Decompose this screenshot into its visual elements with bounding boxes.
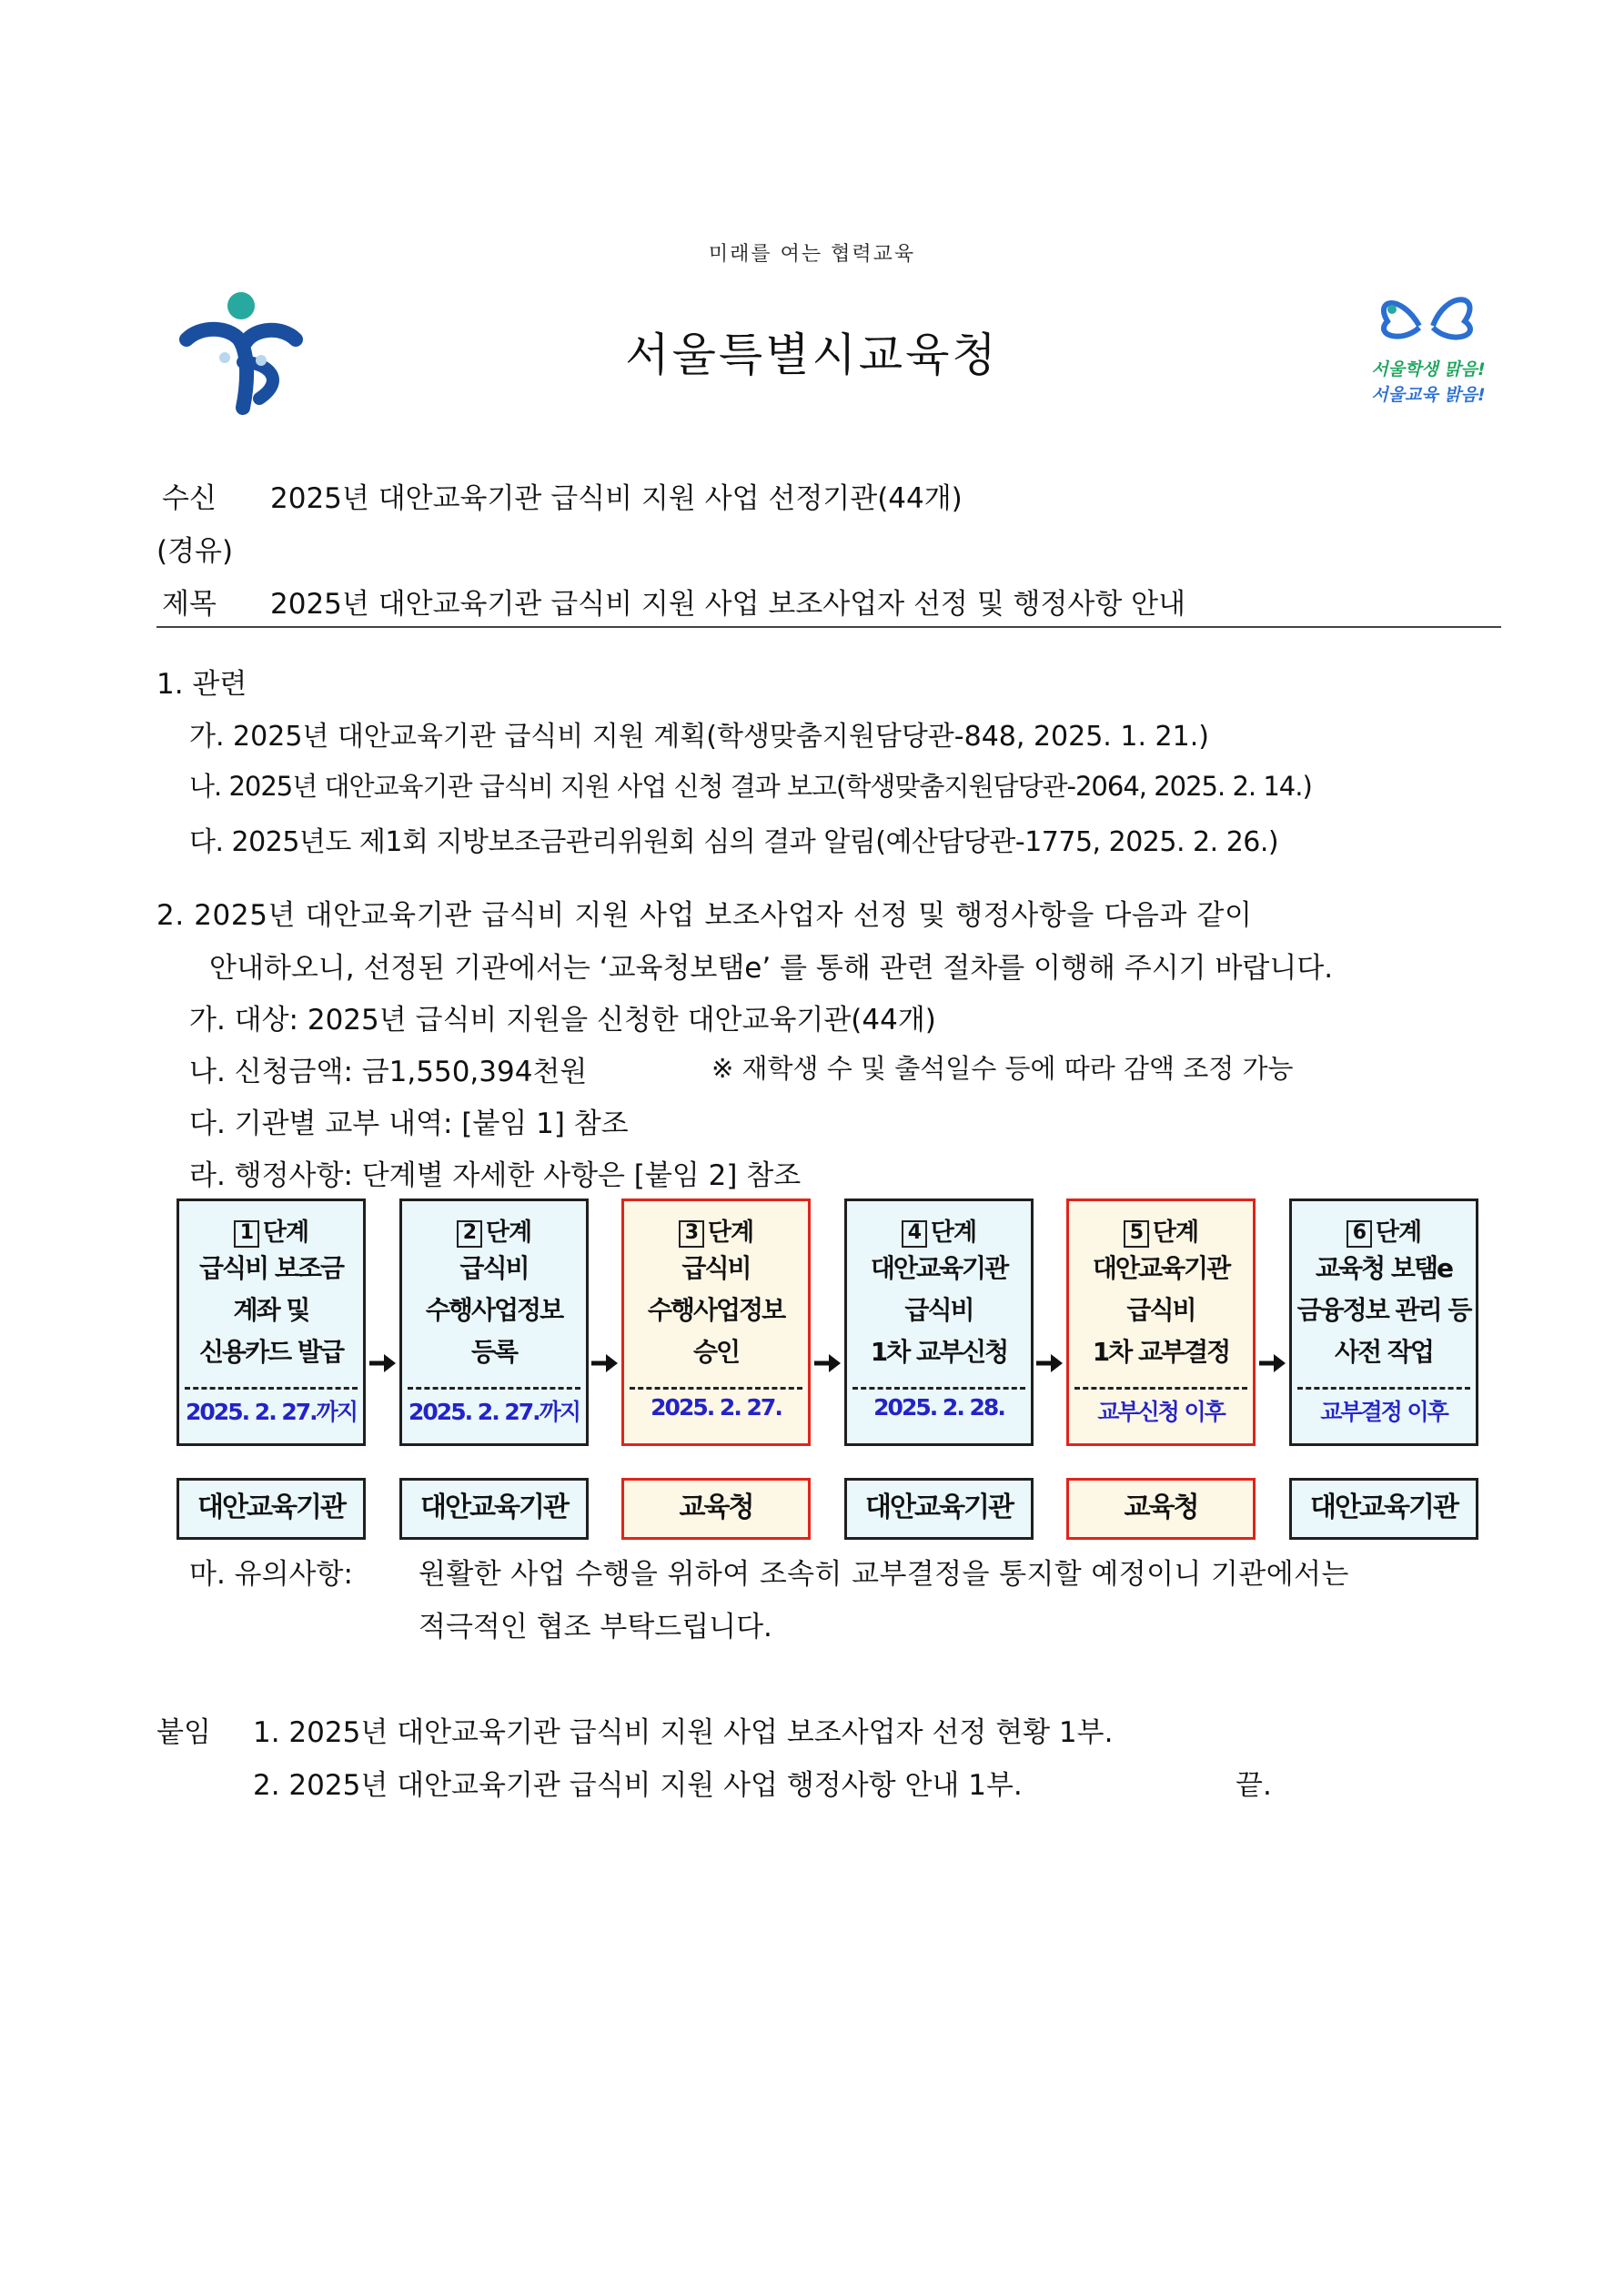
section-2-item-e-line-2: 적극적인 협조 부탁드립니다. [419, 1611, 772, 1644]
step-text: 대안교육기관 [870, 1253, 1008, 1283]
campaign-slogan-1: 서울학생 맑음! [1371, 359, 1486, 379]
step-text: 급식비 [1126, 1295, 1195, 1325]
step-text: 급식비 보조금 [198, 1253, 344, 1283]
step-date: 교부신청 이후 [1097, 1399, 1225, 1425]
subject-divider [156, 626, 1501, 628]
campaign-slogan-2: 서울교육 밝음! [1371, 385, 1486, 405]
flow-actor-3: 교육청 [621, 1478, 811, 1540]
step-label: 단계 [262, 1219, 309, 1247]
dashed-divider [1074, 1387, 1247, 1390]
dashed-divider [1297, 1387, 1470, 1390]
step-text: 급식비 [459, 1253, 529, 1283]
flow-actor-1: 대안교육기관 [177, 1478, 366, 1540]
step-label: 단계 [485, 1219, 532, 1247]
flow-step-6 [1289, 1199, 1478, 1446]
campaign-logo [1356, 289, 1501, 426]
step-label: 단계 [930, 1219, 977, 1247]
attachment-2: 2. 2025년 대안교육기관 급식비 지원 사업 행정사항 안내 1부. [253, 1769, 1023, 1802]
step-number: 5 [1124, 1220, 1149, 1248]
attachments-label: 붙임 [156, 1716, 211, 1749]
section-2-item-b: 나. 신청금액: 금1,550,394천원 [189, 1056, 588, 1088]
step-number: 1 [234, 1220, 259, 1248]
section-2-item-e-label: 마. 유의사항: [189, 1558, 353, 1591]
dashed-divider [408, 1387, 580, 1390]
subject: 2025년 대안교육기관 급식비 지원 사업 보조사업자 선정 및 행정사항 안내 [270, 588, 1186, 621]
flow-step-4 [844, 1199, 1034, 1446]
flow-step-2 [399, 1199, 589, 1446]
section-2-item-a: 가. 대상: 2025년 급식비 지원을 신청한 대안교육기관(44개) [189, 1004, 936, 1037]
step-text: 금융정보 관리 등 [1296, 1295, 1471, 1325]
step-date: 2025. 2. 27.까지 [186, 1399, 357, 1425]
end-mark: 끝. [1236, 1769, 1272, 1802]
step-label: 단계 [707, 1219, 754, 1247]
arrow-right-icon [1257, 1350, 1288, 1377]
section-2-line-1: 2. 2025년 대안교육기관 급식비 지원 사업 보조사업자 선정 및 행정사항을 다음과 같이 [156, 899, 1253, 932]
step-number: 6 [1347, 1220, 1372, 1248]
step-text: 급식비 [681, 1253, 751, 1283]
step-number: 2 [457, 1220, 482, 1248]
step-text: 1차 교부신청 [870, 1337, 1008, 1367]
flow-actor-4: 대안교육기관 [844, 1478, 1034, 1540]
section-2-item-d: 라. 행정사항: 단계별 자세한 사항은 [붙임 2] 참조 [189, 1159, 802, 1192]
step-text: 계좌 및 [233, 1295, 309, 1325]
flow-step-3 [621, 1199, 811, 1446]
step-text: 신용카드 발급 [198, 1337, 344, 1367]
recipient-label: 수신 [162, 482, 217, 515]
section-1-title: 1. 관련 [156, 668, 247, 701]
section-2-line-2: 안내하오니, 선정된 기관에서는 ‘교육청보탬e’ 를 통해 관련 절차를 이행해 주시기 바랍니다. [209, 952, 1334, 985]
dashed-divider [630, 1387, 802, 1390]
subject-label: 제목 [162, 588, 217, 621]
section-1-item-b: 나. 2025년 대안교육기관 급식비 지원 사업 신청 결과 보고(학생맞춤지원담당관-2064, 2025. 2. 14.) [189, 771, 1312, 802]
step-date: 2025. 2. 28. [873, 1394, 1004, 1421]
step-number: 4 [902, 1220, 927, 1248]
step-text: 대안교육기관 [1092, 1253, 1230, 1283]
section-2-item-c: 다. 기관별 교부 내역: [붙임 1] 참조 [189, 1108, 629, 1140]
section-2-item-e-line-1: 원활한 사업 수행을 위하여 조속히 교부결정을 통지할 예정이니 기관에서는 [419, 1558, 1349, 1591]
slogan: 미래를 여는 협력교육 [708, 243, 916, 266]
arrow-right-icon [590, 1350, 620, 1377]
recipient: 2025년 대안교육기관 급식비 지원 사업 선정기관(44개) [270, 482, 963, 515]
step-text: 교육청 보탬e [1316, 1253, 1452, 1283]
dashed-divider [852, 1387, 1025, 1390]
via: (경유) [156, 535, 234, 568]
step-text: 사전 작업 [1335, 1337, 1433, 1367]
step-text: 수행사업정보 [425, 1295, 563, 1325]
step-text: 등록 [470, 1337, 518, 1367]
attachment-1: 1. 2025년 대안교육기관 급식비 지원 사업 보조사업자 선정 현황 1부. [253, 1716, 1114, 1749]
butterfly-icon [1356, 289, 1501, 353]
flow-actor-2: 대안교육기관 [399, 1478, 589, 1540]
arrow-right-icon [368, 1350, 398, 1377]
flow-step-5 [1066, 1199, 1256, 1446]
step-text: 1차 교부결정 [1092, 1337, 1230, 1367]
step-label: 단계 [1375, 1219, 1422, 1247]
organization-title: 서울특별시교육청 [625, 329, 999, 381]
section-1-item-a: 가. 2025년 대안교육기관 급식비 지원 계획(학생맞춤지원담당관-848, 2025. 1. 21.) [189, 721, 1209, 753]
step-date: 2025. 2. 27. [651, 1394, 782, 1421]
dashed-divider [185, 1387, 358, 1390]
step-number: 3 [679, 1220, 704, 1248]
flow-step-1 [177, 1199, 366, 1446]
step-text: 수행사업정보 [647, 1295, 785, 1325]
step-label: 단계 [1152, 1219, 1199, 1247]
step-date: 2025. 2. 27.까지 [409, 1399, 580, 1425]
arrow-right-icon [1034, 1350, 1065, 1377]
flow-actor-5: 교육청 [1066, 1478, 1256, 1540]
section-1-item-c: 다. 2025년도 제1회 지방보조금관리위원회 심의 결과 알림(예산담당관-1775, 2025. 2. 26.) [189, 826, 1279, 858]
flow-actor-6: 대안교육기관 [1289, 1478, 1478, 1540]
section-2-item-b-note: ※ 재학생 수 및 출석일수 등에 따라 감액 조정 가능 [711, 1053, 1294, 1084]
step-text: 승인 [692, 1337, 740, 1367]
step-date: 교부결정 이후 [1320, 1399, 1447, 1425]
step-text: 급식비 [904, 1295, 973, 1325]
arrow-right-icon [812, 1350, 843, 1377]
